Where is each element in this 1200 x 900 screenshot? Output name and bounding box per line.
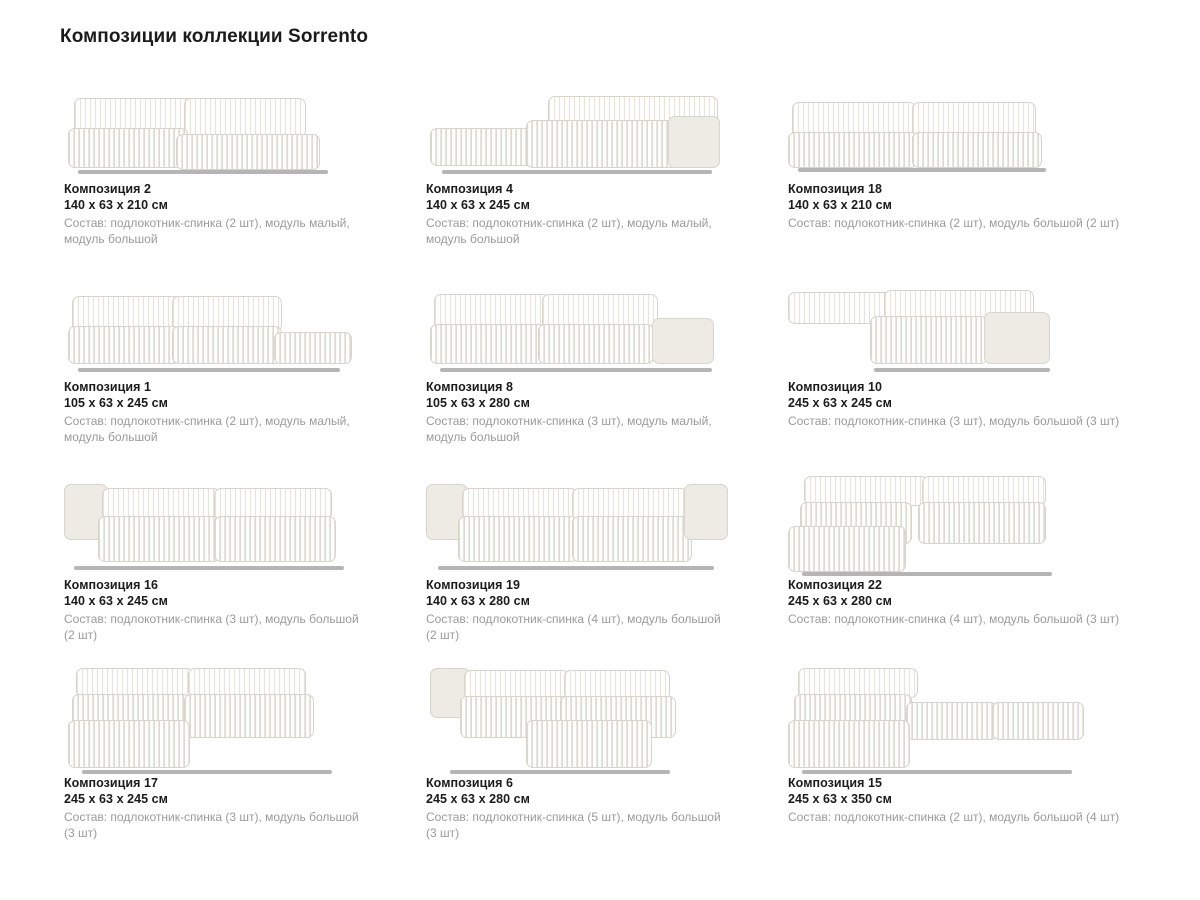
sofa-module-seat-right — [912, 132, 1042, 168]
composition-parts: Состав: подлокотник-спинка (3 шт), модуль большой (2 шт) — [64, 612, 359, 642]
sofa-module-seat-mid — [906, 702, 998, 740]
composition-name: Композиция 2 — [64, 182, 151, 196]
sofa-drawing — [788, 288, 1068, 372]
sofa-illustration-composition-18 — [784, 70, 1144, 182]
composition-name: Композиция 10 — [788, 380, 882, 394]
composition-parts: Состав: подлокотник-спинка (3 шт), модуль малый, модуль большой — [426, 414, 712, 444]
sofa-module-armrest-right — [668, 116, 720, 168]
composition-parts: Состав: подлокотник-спинка (3 шт), модуль большой (3 шт) — [788, 414, 1120, 428]
sofa-drawing — [430, 668, 720, 774]
sofa-drawing — [430, 292, 730, 372]
composition-card[interactable] — [422, 70, 782, 268]
sofa-illustration-composition-8 — [422, 268, 782, 380]
sofa-shadow — [78, 368, 340, 372]
sofa-module-armrest-right — [684, 484, 728, 540]
composition-name: Композиция 19 — [426, 578, 520, 592]
sofa-shadow — [802, 572, 1052, 576]
composition-card[interactable] — [784, 268, 1144, 466]
sofa-module-ottoman — [274, 332, 352, 364]
composition-caption — [422, 182, 782, 248]
sofa-drawing — [68, 292, 358, 372]
composition-dimensions: 245 x 63 x 245 см — [788, 396, 892, 410]
composition-caption — [60, 182, 420, 248]
composition-parts: Состав: подлокотник-спинка (2 шт), модуль большой (2 шт) — [788, 216, 1120, 230]
composition-caption — [422, 776, 782, 842]
composition-dimensions: 245 x 63 x 245 см — [64, 792, 168, 806]
composition-card[interactable] — [784, 70, 1144, 268]
sofa-shadow — [82, 770, 332, 774]
composition-parts: Состав: подлокотник-спинка (4 шт), модуль большой (3 шт) — [788, 612, 1120, 626]
sofa-shadow — [874, 368, 1050, 372]
sofa-illustration-composition-17 — [60, 664, 420, 776]
sofa-module-chaise — [788, 720, 910, 768]
composition-caption — [422, 578, 782, 644]
composition-card[interactable] — [422, 664, 782, 862]
composition-card[interactable] — [422, 466, 782, 664]
composition-caption — [784, 182, 1144, 232]
sofa-shadow — [438, 566, 714, 570]
composition-parts: Состав: подлокотник-спинка (4 шт), модуль большой (2 шт) — [426, 612, 721, 642]
sofa-module-seat-mid — [538, 324, 654, 364]
sofa-module-seat-left — [68, 326, 180, 364]
composition-parts: Состав: подлокотник-спинка (2 шт), модуль малый, модуль большой — [426, 216, 712, 246]
sofa-module-seat-main — [526, 120, 678, 168]
composition-dimensions: 105 x 63 x 280 см — [426, 396, 530, 410]
sofa-shadow — [442, 170, 712, 174]
sofa-shadow — [74, 566, 344, 570]
composition-dimensions: 105 x 63 x 245 см — [64, 396, 168, 410]
sofa-drawing — [426, 484, 736, 570]
sofa-illustration-composition-22 — [784, 466, 1144, 578]
sofa-shadow — [440, 368, 712, 372]
sofa-shadow — [798, 168, 1046, 172]
sofa-module-seat-left — [458, 516, 578, 562]
sofa-module-seat-left — [68, 128, 188, 168]
sofa-module-armrest-right — [984, 312, 1050, 364]
sofa-module-seat-right — [184, 694, 314, 738]
sofa-drawing — [788, 476, 1078, 576]
sofa-drawing — [788, 96, 1058, 172]
composition-name: Композиция 6 — [426, 776, 513, 790]
composition-card[interactable] — [60, 70, 420, 268]
sofa-illustration-composition-15 — [784, 664, 1144, 776]
sofa-illustration-composition-10 — [784, 268, 1144, 380]
composition-dimensions: 140 x 63 x 280 см — [426, 594, 530, 608]
composition-parts: Состав: подлокотник-спинка (5 шт), модуль большой (3 шт) — [426, 810, 721, 840]
sofa-module-backrest-right — [184, 98, 306, 138]
composition-card[interactable] — [784, 664, 1144, 862]
composition-parts: Состав: подлокотник-спинка (2 шт), модуль малый, модуль большой — [64, 414, 350, 444]
composition-dimensions: 245 x 63 x 280 см — [426, 792, 530, 806]
composition-name: Композиция 4 — [426, 182, 513, 196]
sofa-illustration-composition-4 — [422, 70, 782, 182]
composition-dimensions: 140 x 63 x 245 см — [426, 198, 530, 212]
page-title: Композиции коллекции Sorrento — [60, 26, 369, 47]
composition-caption — [60, 380, 420, 446]
sofa-drawing — [430, 92, 730, 174]
sofa-module-seat-left — [98, 516, 220, 562]
sofa-illustration-composition-6 — [422, 664, 782, 776]
composition-dimensions: 245 x 63 x 280 см — [788, 594, 892, 608]
sofa-illustration-composition-1 — [60, 268, 420, 380]
sofa-module-chaise — [526, 720, 652, 768]
composition-name: Композиция 22 — [788, 578, 882, 592]
composition-card[interactable] — [60, 268, 420, 466]
sofa-illustration-composition-16 — [60, 466, 420, 578]
sofa-shadow — [78, 170, 328, 174]
composition-caption — [784, 380, 1144, 430]
sofa-module-seat-right — [214, 516, 336, 562]
composition-parts: Состав: подлокотник-спинка (2 шт), модуль большой (4 шт) — [788, 810, 1120, 824]
composition-caption — [784, 578, 1144, 628]
sofa-module-armrest-right — [652, 318, 714, 364]
sofa-module-chaise — [68, 720, 190, 768]
sofa-module-seat-right — [992, 702, 1084, 740]
composition-dimensions: 140 x 63 x 245 см — [64, 594, 168, 608]
sofa-module-seat-left — [430, 324, 546, 364]
composition-card[interactable] — [60, 466, 420, 664]
composition-caption — [784, 776, 1144, 826]
sofa-module-seat-chaise — [176, 134, 320, 170]
composition-name: Композиция 8 — [426, 380, 513, 394]
composition-dimensions: 140 x 63 x 210 см — [64, 198, 168, 212]
sofa-module-seat-right — [918, 502, 1046, 544]
sofa-drawing — [788, 668, 1098, 774]
composition-caption — [60, 578, 420, 644]
composition-name: Композиция 16 — [64, 578, 158, 592]
composition-name: Композиция 17 — [64, 776, 158, 790]
composition-card[interactable] — [422, 268, 782, 466]
sofa-drawing — [68, 668, 358, 774]
sofa-module-seat-mid — [172, 326, 282, 364]
composition-name: Композиция 1 — [64, 380, 151, 394]
composition-dimensions: 245 x 63 x 350 см — [788, 792, 892, 806]
composition-parts: Состав: подлокотник-спинка (3 шт), модуль большой (3 шт) — [64, 810, 359, 840]
composition-grid — [60, 70, 1140, 862]
sofa-shadow — [450, 770, 670, 774]
sofa-drawing — [64, 484, 364, 570]
composition-dimensions: 140 x 63 x 210 см — [788, 198, 892, 212]
sofa-illustration-composition-19 — [422, 466, 782, 578]
composition-card[interactable] — [60, 664, 420, 862]
sofa-module-seat-main — [870, 316, 988, 364]
composition-caption — [422, 380, 782, 446]
composition-card[interactable] — [784, 466, 1144, 664]
sofa-shadow — [802, 770, 1072, 774]
composition-name: Композиция 18 — [788, 182, 882, 196]
sofa-module-seat-right — [572, 516, 692, 562]
sofa-module-seat-left — [788, 132, 918, 168]
sofa-drawing — [68, 92, 338, 174]
sofa-illustration-composition-2 — [60, 70, 420, 182]
composition-parts: Состав: подлокотник-спинка (2 шт), модуль малый, модуль большой — [64, 216, 350, 246]
sofa-module-chaise — [788, 526, 906, 572]
composition-caption — [60, 776, 420, 842]
composition-name: Композиция 15 — [788, 776, 882, 790]
